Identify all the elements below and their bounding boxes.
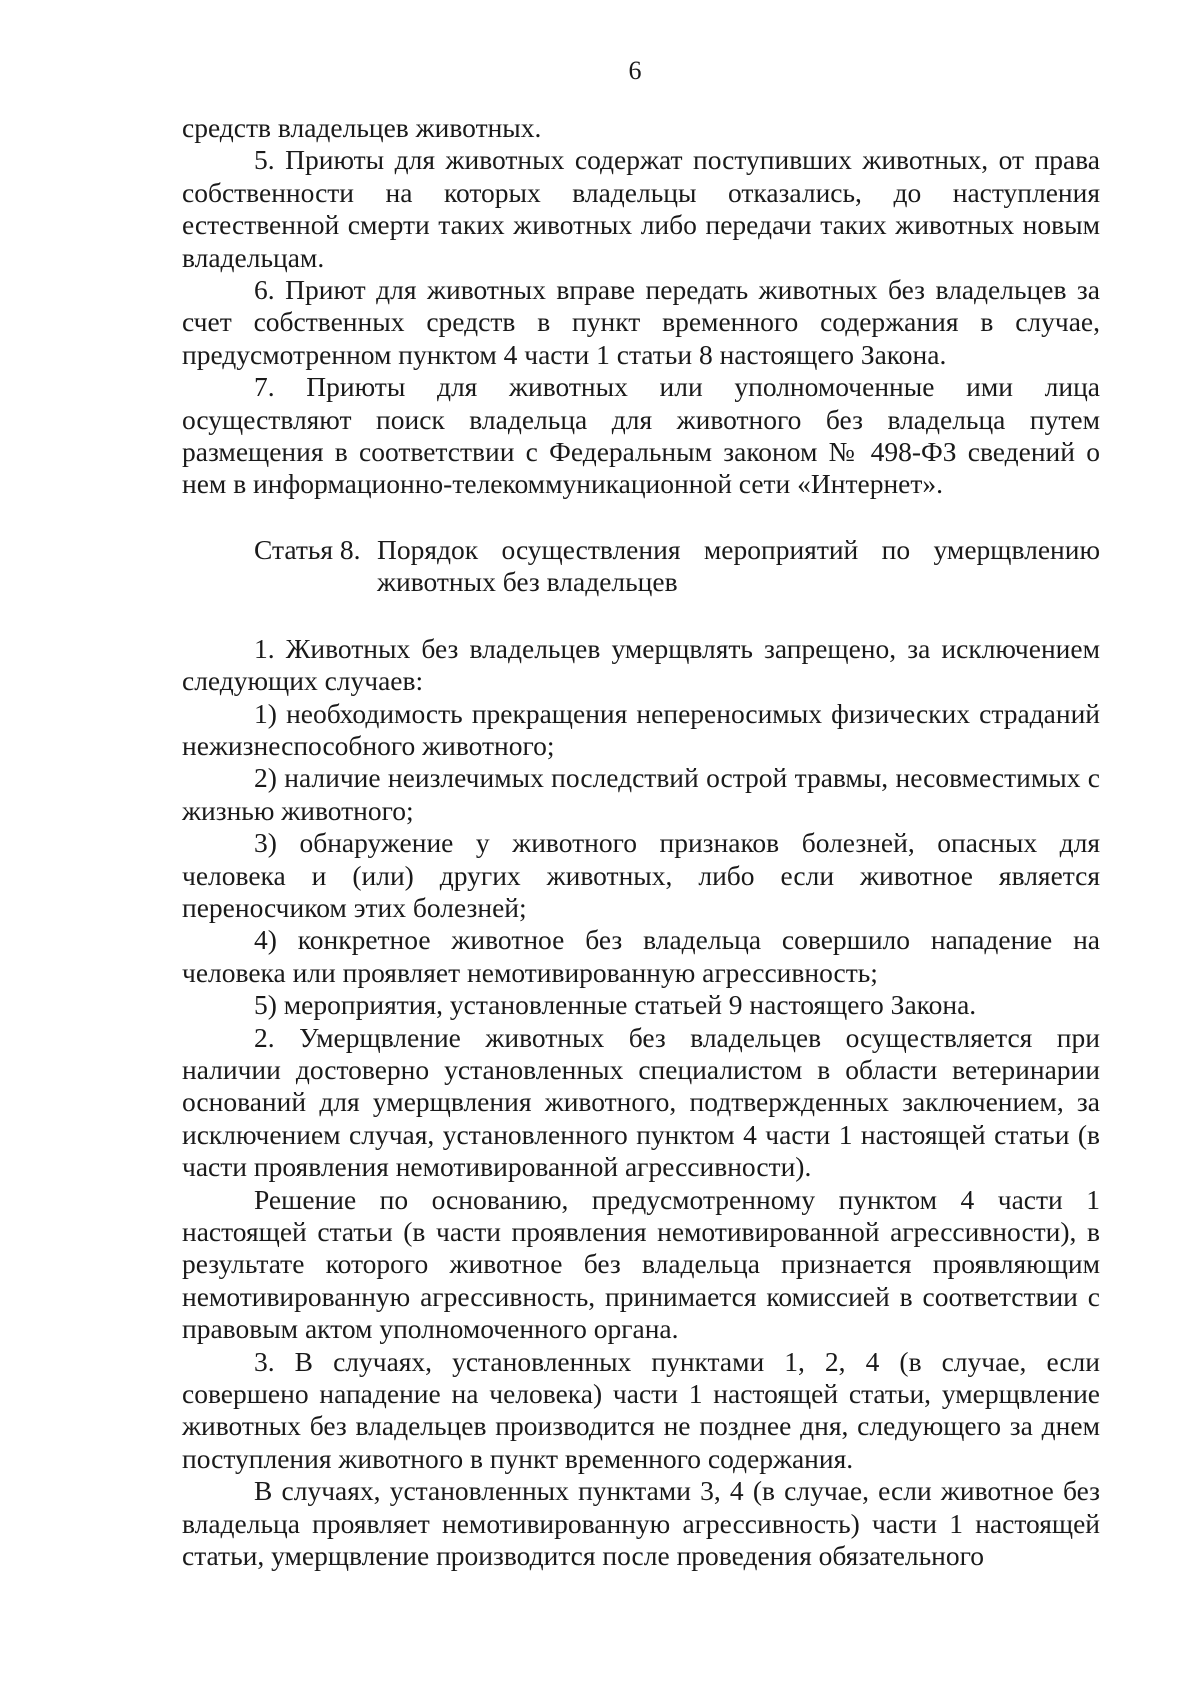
document-body: [182, 112, 1100, 1572]
article-paragraph-2: 2. Умерщвление животных без владельцев осуществляется при наличии достоверно установленных специалистом в области ветеринарии оснований для умерщвления животного, подтвержденных заключением, за исключением случая, установленного пунктом 4 части 1 настоящей статьи (в части проявления немотивированной агрессивности).: [182, 1021, 1100, 1183]
list-item-1: 1) необходимость прекращения непереносимых физических страданий нежизнеспособного животного;: [182, 697, 1100, 761]
paragraph-item-5: 5. Приюты для животных содержат поступивших животных, от права собственности на которых владельцы отказались, до наступления естественной смерти таких животных либо передачи таких животных новым владельцам.: [182, 144, 1100, 273]
list-item-2: 2) наличие неизлечимых последствий острой травмы, несовместимых с жизнью животного;: [182, 762, 1100, 826]
article-paragraph-cases: В случаях, установленных пунктами 3, 4 (в случае, если животное без владельца проявляет немотивированную агрессивность) части 1 настоящей статьи, умерщвление производится после проведения обязательного: [182, 1475, 1100, 1572]
article-paragraph-decision: Решение по основанию, предусмотренному пунктом 4 части 1 настоящей статьи (в части проявления немотивированной агрессивности), в результате которого животное без владельца признается проявляющим немотивированную агрессивность, принимается комиссией в соответствии с правовым актом уполномоченного органа.: [182, 1183, 1100, 1345]
article-paragraph-1: 1. Животных без владельцев умерщвлять запрещено, за исключением следующих случаев:: [182, 632, 1100, 697]
article-heading: [182, 534, 1100, 599]
paragraph-item-7: 7. Приюты для животных или уполномоченные ими лица осуществляют поиск владельца для животного без владельца путем размещения в соответствии с Федеральным законом № 498-ФЗ сведений о нем в информационно-телекоммуникационной сети «Интернет».: [182, 371, 1100, 500]
page-number: 6: [628, 56, 642, 85]
article-paragraph-3: 3. В случаях, установленных пунктами 1, 2, 4 (в случае, если совершено нападение на человека) части 1 настоящей статьи, умерщвление животных без владельцев производится не позднее дня, следующего за днем поступления животного в пункт временного содержания.: [182, 1345, 1100, 1474]
article-number: Статья 8.: [254, 533, 361, 565]
list-item-5: 5) мероприятия, установленные статьей 9 настоящего Закона.: [254, 989, 977, 1021]
article-title: Порядок осуществления мероприятий по умерщвлению животных без владельцев: [377, 533, 1100, 598]
paragraph-continuation: средств владельцев животных.: [182, 112, 542, 143]
paragraph-item-6: 6. Приют для животных вправе передать животных без владельцев за счет собственных средств в пункт временного содержания в случае, предусмотренном пунктом 4 части 1 статьи 8 настоящего Закона.: [182, 274, 1100, 370]
list-item-4: 4) конкретное животное без владельца совершило нападение на человека или проявляет немотивированную агрессивность;: [182, 924, 1100, 988]
list-item-3: 3) обнаружение у животного признаков болезней, опасных для человека и (или) других животных, либо если животное является переносчиком этих болезней;: [182, 827, 1100, 923]
heading-spacer: [182, 599, 1100, 633]
